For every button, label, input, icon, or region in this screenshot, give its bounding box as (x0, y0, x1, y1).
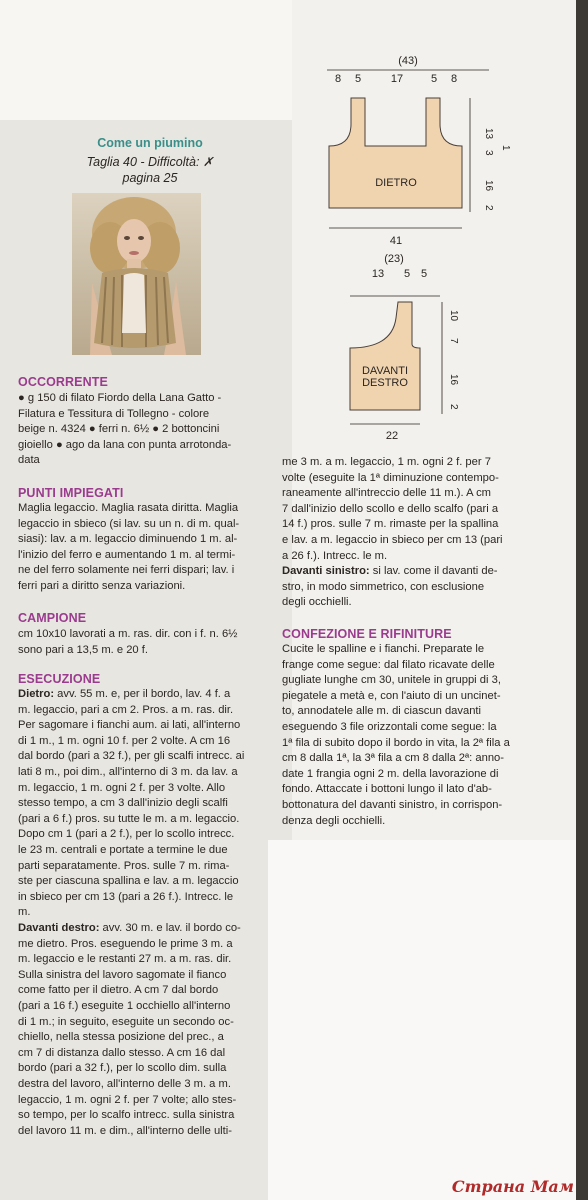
dietro-line: m. legaccio, pari a cm 2. Pros. a m. ras. dir. (18, 703, 234, 716)
back-side-dim-2: 1 (500, 145, 511, 151)
occorrente-text (18, 391, 231, 469)
esecuzione-davanti-text (18, 921, 241, 1139)
back-top-dim-5: 8 (450, 73, 458, 85)
dietro-line: dal bordo (pari a 32 f.), per gli scalfi intrecc. ai (18, 750, 245, 763)
confezione-line: fondo. Attaccate i bottoni lungo il lato d'ab- (282, 783, 492, 796)
front-side-dim-4: 2 (448, 404, 459, 410)
davanti-line: (pari a 16 f.) eseguite 1 occhiello all'interno (18, 999, 231, 1012)
pattern-title: Come un piumino (97, 136, 203, 150)
davanti-line: Sulla sinistra del lavoro sagomate il fianco (18, 968, 227, 981)
campione-text (18, 627, 238, 658)
occorrente-line: data (18, 454, 40, 467)
dietro-line: parti separatamente. Pros. sulle 7 m. rima- (18, 859, 230, 872)
back-side-dim-3: 3 (483, 150, 494, 156)
confezione-line: piegatele a metà e, con l'aiuto di un uncinet- (282, 689, 501, 702)
dietro-first-line: avv. 55 m. e, per il bordo, lav. 4 f. a (54, 688, 231, 700)
dietro-label: Dietro: (18, 688, 55, 700)
confezione-line: cm 8 dalla 1ª, la 3ª fila a cm 8 dalla 2ª: anno- (282, 752, 504, 765)
campione-line: sono pari a 13,5 m. e 20 f. (18, 643, 148, 656)
blank-bottom-area (268, 840, 576, 1200)
back-schema-diagram (300, 52, 511, 252)
front-side-dim-3: 16 (448, 374, 459, 386)
davanti-line: chiello, nella stessa posizione del prec., a (18, 1031, 224, 1044)
continuation-line: a 26 f.). Intrecc. le m. (282, 549, 388, 562)
back-total-top: (43) (398, 55, 418, 67)
dietro-line: m. (18, 906, 31, 919)
campione-heading: CAMPIONE (18, 611, 87, 625)
occorrente-line: ● g 150 di filato Fiordo della Lana Gatto - (18, 392, 222, 404)
dietro-line: stesso tempo, a cm 3 dall'inizio degli scalfi (18, 797, 228, 810)
confezione-line: bottonatura del davanti sinistro, in corrispon- (282, 798, 503, 811)
pattern-size-difficulty: Taglia 40 - Difficoltà: ✗ (86, 155, 214, 169)
confezione-line: eseguendo 3 file orizzontali come segue: la (282, 720, 497, 733)
back-top-dim-3: 17 (390, 73, 404, 85)
front-total-top: (23) (384, 253, 404, 265)
front-side-dim-1: 10 (448, 310, 459, 322)
back-bottom-dim: 41 (389, 235, 403, 247)
punti-heading: PUNTI IMPIEGATI (18, 486, 124, 500)
esecuzione-heading: ESECUZIONE (18, 672, 101, 686)
dietro-line: le 23 m. centrali e portate a termine le due (18, 843, 228, 856)
occorrente-line: beige n. 4324 ● ferri n. 6½ ● 2 bottoncini (18, 423, 220, 436)
sinistro-line: degli occhielli. (282, 596, 352, 609)
sinistro-line: stro, in modo simmetrico, con esclusione (282, 580, 485, 593)
davanti-destro-label: Davanti destro: (18, 922, 100, 934)
confezione-line: Cucite le spalline e i fianchi. Preparate le (282, 643, 485, 655)
punti-line: l'inizio del ferro e aumentando 1 m. al termi- (18, 548, 236, 561)
davanti-first-line: avv. 30 m. e lav. il bordo co- (99, 922, 241, 934)
campione-line: cm 10x10 lavorati a m. ras. dir. con i f. n. 6½ (18, 628, 238, 640)
front-top-dim-3: 5 (420, 268, 428, 280)
dietro-line: lati 8 m., poi dim., all'interno di 3 m. da lav. a (18, 765, 238, 778)
dietro-line: Dopo cm 1 (pari a 2 f.), per lo scollo intrecc. (18, 828, 235, 841)
continuation-line: 7 dall'inizio dello scollo e dello scalfo (pari a (282, 502, 499, 515)
continuation-line: me 3 m. a m. legaccio, 1 m. ogni 2 f. per 7 (282, 456, 491, 468)
punti-text (18, 501, 239, 595)
dietro-line: di 1 m., 1 m. ogni 10 f. per 2 volte. A cm 16 (18, 734, 231, 747)
punti-line: ferri pari a diritto senza variazioni. (18, 579, 186, 592)
davanti-line: me dietro. Pros. eseguendo le prime 3 m. a (18, 937, 233, 950)
davanti-line: come fatto per il dietro. A cm 7 dal bordo (18, 984, 219, 997)
front-top-dim-1: 13 (371, 268, 385, 280)
blank-top-area (0, 0, 292, 120)
davanti-sinistro-label: Davanti sinistro: (282, 565, 370, 578)
back-side-dim-4: 16 (483, 180, 494, 192)
occorrente-line: Filatura e Tessitura di Tollegno - colore (18, 407, 210, 420)
confezione-line: gugliate lunghe cm 30, unitele in gruppi di 3, (282, 674, 501, 687)
dietro-line: (pari a 6 f.) pros. su tutte le m. a m. legaccio. (18, 812, 240, 825)
back-top-dim-2: 5 (354, 73, 362, 85)
esecuzione-dietro-text (18, 687, 244, 921)
davanti-line: di 1 m.; in seguito, eseguite un secondo oc- (18, 1015, 234, 1028)
continuation-line: raneamente all'intreccio delle 11 m.). A cm (282, 487, 491, 500)
confezione-line: frange come segue: dal filato ricavate delle (282, 658, 495, 671)
model-photo (72, 193, 201, 355)
continuation-line: volte (eseguite la 1ª diminuzione contempo- (282, 471, 499, 484)
davanti-line: bordo (pari a 32 f.), per lo scollo dim. sulla (18, 1062, 227, 1075)
davanti-line: destra del lavoro, all'interno delle 3 m. a m. (18, 1077, 231, 1090)
occorrente-heading: OCCORRENTE (18, 375, 108, 389)
occorrente-line: gioiello ● ago da lana con punta arrotonda- (18, 438, 232, 451)
front-bottom-dim: 22 (385, 430, 399, 442)
dietro-line: Per sagomare i fianchi aum. ai lati, all'interno (18, 719, 241, 732)
front-side-dim-2: 7 (448, 338, 459, 344)
davanti-line: legaccio, 1 m. ogni 2 f. per 7 volte; allo stes- (18, 1093, 237, 1106)
continuation-line: e lav. a m. legaccio in sbieco per cm 13 (pari (282, 533, 503, 546)
back-top-dim-1: 8 (334, 73, 342, 85)
confezione-line: 1ª fila di subito dopo il bordo in vita, la 2ª fila a (282, 736, 510, 749)
dietro-line: in sbieco per cm 13 (pari a 26 f.). Intrecc. le (18, 890, 234, 903)
sinistro-first-line: si lav. come il davanti de- (369, 565, 498, 578)
back-side-dim-1: 13 (483, 128, 494, 140)
confezione-line: date 1 frangia ogni 2 m. della lavorazione di (282, 767, 499, 780)
punti-line: ne del ferro solamente nei ferri dispari; lav. i (18, 564, 235, 577)
pattern-page: pagina 25 (122, 171, 178, 185)
davanti-line: del lavoro 11 m. e dim., all'interno delle ulti- (18, 1124, 232, 1137)
confezione-line: to, annodatele alle m. di ciascun davanti (282, 705, 482, 718)
confezione-heading: CONFEZIONE E RIFINITURE (282, 627, 452, 641)
punti-line: legaccio in sbieco (si lav. su un n. di m. qual- (18, 517, 240, 530)
front-right-schema-diagram (330, 250, 480, 450)
davanti-line: m. legaccio e le restanti 27 m. a m. ras. dir. (18, 953, 232, 966)
page-edge (576, 0, 588, 1200)
davanti-line: so tempo, per lo scalfo intrecc. sulla sinistra (18, 1109, 235, 1122)
confezione-line: denza degli occhielli. (282, 814, 386, 827)
site-watermark: Страна Мам (451, 1177, 574, 1196)
front-top-dim-2: 5 (403, 268, 411, 280)
back-top-dim-4: 5 (430, 73, 438, 85)
back-label: DIETRO (375, 177, 417, 189)
dietro-line: ste per ciascuna spallina e lav. a m. legaccio (18, 875, 239, 888)
front-label-line2: DESTRO (362, 377, 408, 389)
punti-line: siasi): lav. a m. legaccio diminuendo 1 m. al- (18, 533, 238, 546)
punti-line: Maglia legaccio. Maglia rasata diritta. Maglia (18, 502, 239, 514)
dietro-line: m. legaccio, 1 m. ogni 2 f. per 3 volte. Allo (18, 781, 226, 794)
continuation-line: 14 f.) pros. sulle 7 m. rimaste per la spallina (282, 518, 499, 531)
back-side-dim-5: 2 (483, 205, 494, 211)
confezione-text (282, 642, 510, 829)
davanti-line: cm 7 di distanza dallo stesso. A cm 16 dal (18, 1046, 226, 1059)
front-label-line1: DAVANTI (361, 365, 409, 377)
davanti-continuation-text (282, 455, 503, 611)
